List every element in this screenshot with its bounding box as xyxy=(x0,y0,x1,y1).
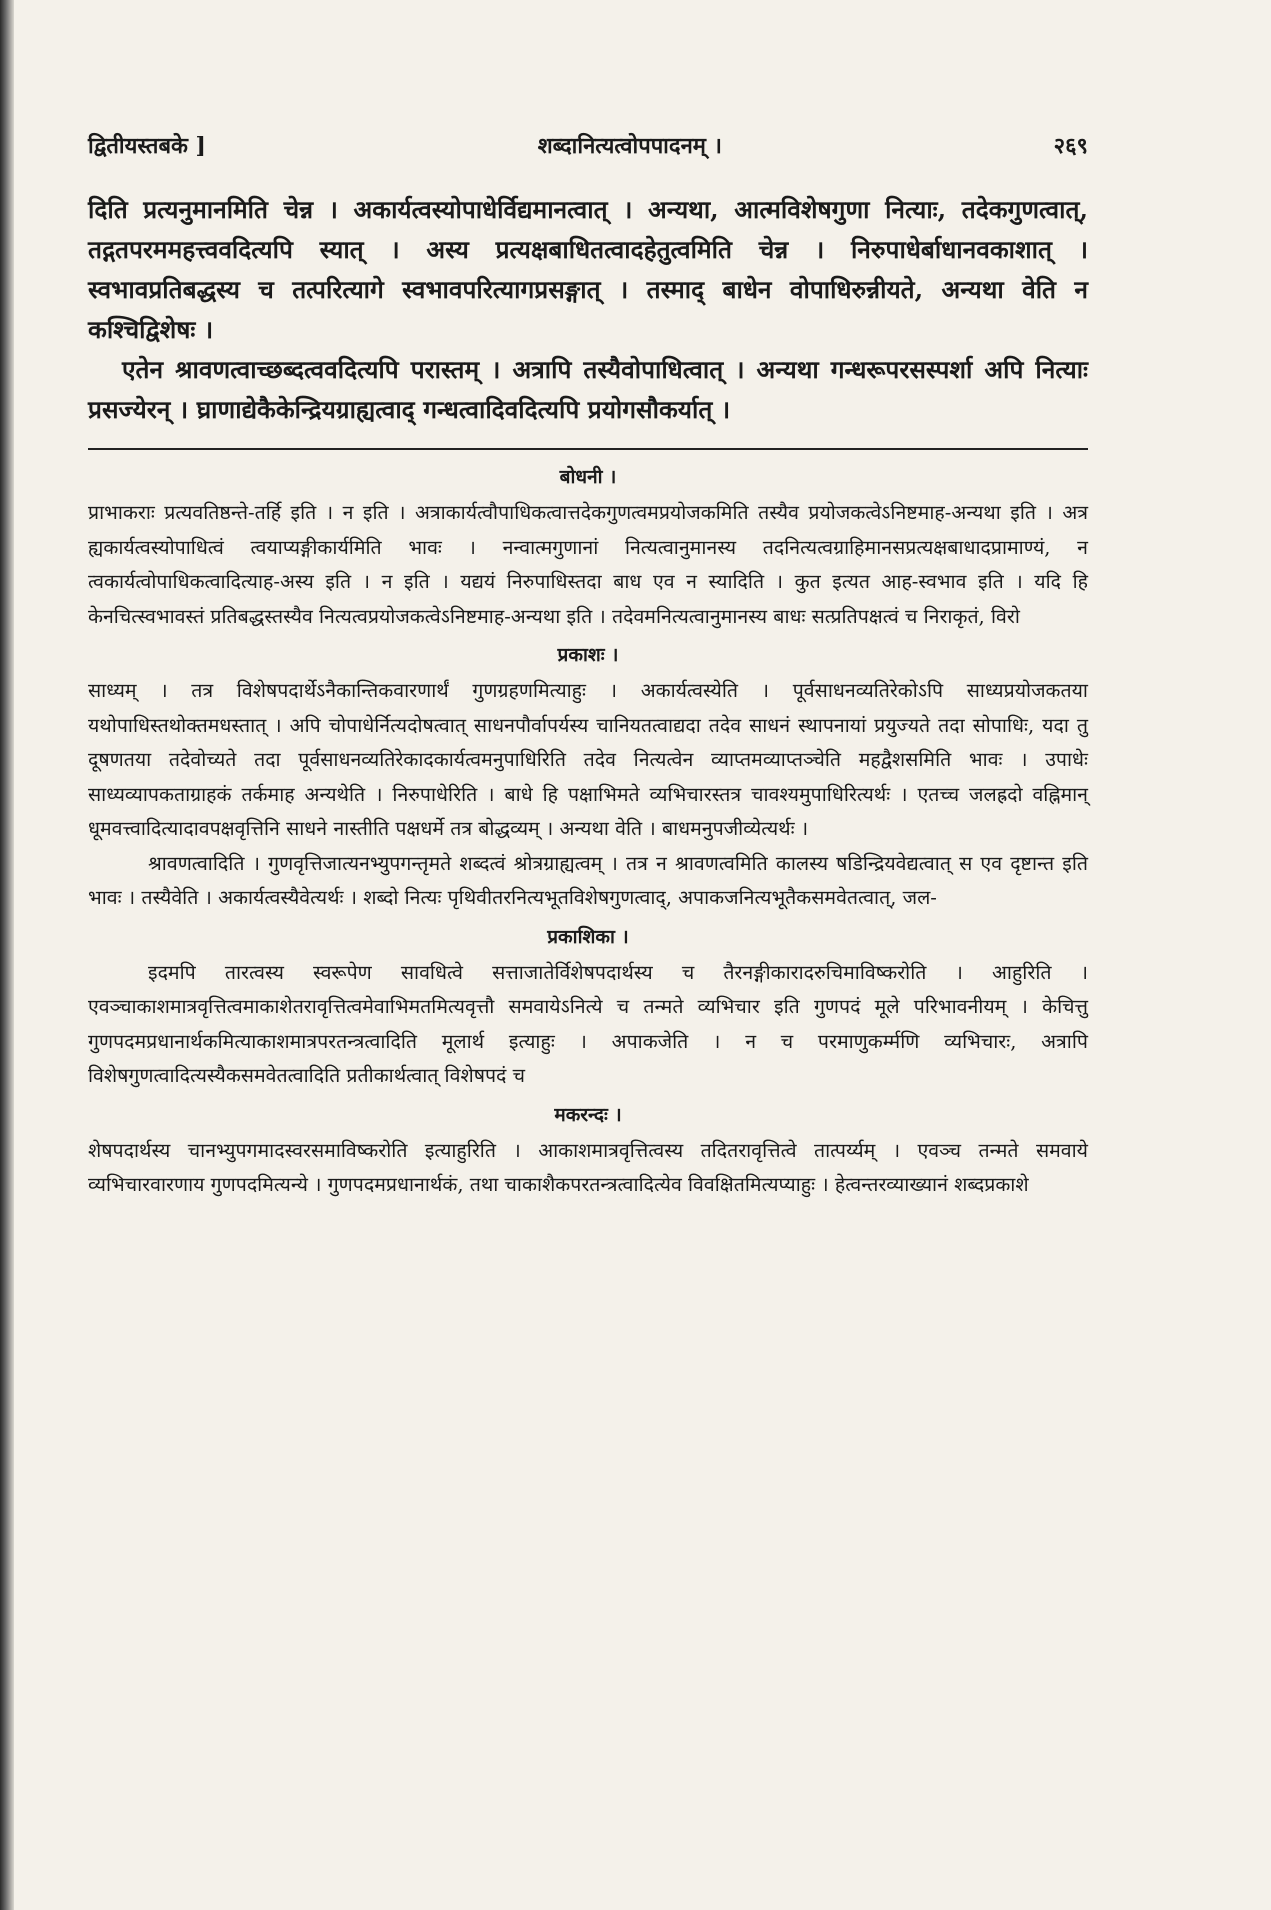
running-header xyxy=(88,130,1088,160)
bodhani-heading: बोधनी । xyxy=(559,466,617,488)
section-label: द्वितीयस्तबके ] xyxy=(88,133,206,159)
commentary-divider xyxy=(88,448,1088,450)
main-text-paragraph-1: दिति प्रत्यनुमानमिति चेन्न । अकार्यत्वस्योपाधेर्विद्यमानत्वात् । अन्यथा, आत्मविशेषगुणा नित्याः, तदेकगुणत्वात्, तद्गतपरममहत्त्ववदित्यपि स्यात् । अस्य प्रत्यक्षबाधितत्वादहेतुत्वमिति चेन्न । निरुपाधेर्बाधानवकाशात् । स्वभावप्रतिबद्धस्य च तत्परित्यागे स्वभावपरित्यागप्रसङ्गात् । तस्माद् बाधेन वोपाधिरुन्नीयते, अन्यथा वेति न कश्चिद्विशेषः । xyxy=(88,195,1088,344)
main-text-paragraph-2: एतेन श्रावणत्वाच्छब्दत्ववदित्यपि परास्तम् । अत्रापि तस्यैवोपाधित्वात् । अन्यथा गन्धरूपरसस्पर्शा अपि नित्याः प्रसज्येरन् । घ्राणाद्येकैकेन्द्रियग्राह्यत्वाद् गन्धत्वादिवदित्यपि प्रयोगसौकर्यात् । xyxy=(88,355,1088,424)
main-text xyxy=(88,190,1088,430)
bodhani-commentary xyxy=(88,496,1088,634)
prakashika-heading: प्रकाशिका । xyxy=(547,925,629,948)
book-page xyxy=(88,130,1088,1203)
prakasha-commentary xyxy=(88,674,1088,916)
makaranda-text: शेषपदार्थस्य चानभ्युपगमादस्वरसमाविष्करोति इत्याहुरिति । आकाशमात्रवृत्तित्वस्य तदितरावृत्तित्वे तात्पर्य्यम् । एवञ्च तन्मते समवाये व्यभिचारवारणाय गुणपदमित्यन्ये । गुणपदमप्रधानार्थकं, तथा चाकाशैकपरतन्त्रत्वादित्येव विवक्षितमित्यप्याहुः । हेत्वन्तरव्याख्यानं शब्दप्रकाशे xyxy=(88,1138,1088,1196)
bodhani-text: प्राभाकराः प्रत्यवतिष्ठन्ते-तर्हि इति । न इति । अत्राकार्यत्वौपाधिकत्वात्तदेकगुणत्वमप्रयोजकमिति तस्यैव प्रयोजकत्वेऽनिष्टमाह-अन्यथा इति । अत्र ह्यकार्यत्वस्योपाधित्वं त्वयाप्यङ्गीकार्यमिति भावः । नन्वात्मगुणानां नित्यत्वानुमानस्य तदनित्यत्वग्राहिमानसप्रत्यक्षबाधादप्रामाण्यं, न त्वकार्यत्वोपाधिकत्वादित्याह-अस्य इति । न इति । यद्ययं निरुपाधिस्तदा बाध एव न स्यादिति । कुत इत्यत आह-स्वभाव इति । यदि हि केनचित्स्वभावस्तं प्रतिबद्धस्तस्यैव नित्यत्वप्रयोजकत्वेऽनिष्टमाह-अन्यथा इति । तदेवमनित्यत्वानुमानस्य बाधः सत्प्रतिपक्षत्वं च निराकृतं, विरो xyxy=(88,501,1088,628)
prakashika-commentary xyxy=(88,956,1088,1094)
prakasha-text-2: श्रावणत्वादिति । गुणवृत्तिजात्यनभ्युपगन्तृमते शब्दत्वं श्रोत्रग्राह्यत्वम् । तत्र न श्रावणत्वमिति कालस्य षडिन्द्रियवेद्यत्वात् स एव दृष्टान्त इति भावः । तस्यैवेति । अकार्यत्वस्यैवेत्यर्थः । शब्दो नित्यः पृथिवीतरनित्यभूतविशेषगुणत्वाद्, अपाकजनित्यभूतैकसमवेतत्वात्, जल- xyxy=(88,851,1088,909)
page-title: शब्दानित्यत्वोपपादनम् । xyxy=(537,133,722,159)
makaranda-commentary xyxy=(88,1134,1088,1203)
prakasha-text: साध्यम् । तत्र विशेषपदार्थेऽनैकान्तिकवारणार्थं गुणग्रहणमित्याहुः । अकार्यत्वस्येति । पूर्वसाधनव्यतिरेकोऽपि साध्यप्रयोजकतया यथोपाधिस्तथोक्तमधस्तात् । अपि चोपाधेर्नित्यदोषत्वात् साधनपौर्वापर्यस्य चानियतत्वाद्यदा तदेव साधनं स्थापनायां प्रयुज्यते तदा सोपाधिः, यदा तु दूषणतया तदेवोच्यते तदा पूर्वसाधनव्यतिरेकादकार्यत्वमनुपाधिरिति तदेव नित्यत्वेन व्याप्तमव्याप्तञ्चेति महद्वैशसमिति भावः । उपाधेः साध्यव्यापकताग्राहकं तर्कमाह अन्यथेति । निरुपाधेरिति । बाधे हि पक्षाभिमते व्यभिचारस्तत्र चावश्यमुपाधिरित्यर्थः । एतच्च जलह्रदो वह्निमान् धूमवत्त्वादित्यादावपक्षवृत्तिनि साधने नास्तीति पक्षधर्मे तत्र बोद्धव्यम् । अन्यथा वेति । बाधमनुपजीव्येत्यर्थः । xyxy=(88,679,1088,840)
book-binding-edge xyxy=(0,0,14,1910)
makaranda-heading: मकरन्दः । xyxy=(554,1103,622,1126)
prakasha-heading: प्रकाशः । xyxy=(557,644,619,666)
page-number: २६९ xyxy=(1053,133,1088,159)
prakashika-text: इदमपि तारत्वस्य स्वरूपेण सावधित्वे सत्ताजातेर्विशेषपदार्थस्य च तैरनङ्गीकारादरुचिमाविष्करोति । आहुरिति । एवञ्चाकाशमात्रवृत्तित्वमाकाशेतरावृत्तित्वमेवाभिमतमित्यवृत्तौ समवायेऽनित्ये च तन्मते व्यभिचार इति गुणपदं मूले परिभावनीयम् । केचित्तु गुणपदमप्रधानार्थकमित्याकाशमात्रपरतन्त्रत्वादिति मूलार्थ इत्याहुः । अपाकजेति । न च परमाणुकर्म्मणि व्यभिचारः, अत्रापि विशेषगुणत्वादित्यस्यैकसमवेतत्वादिति प्रतीकार्थत्वात् विशेषपदं च xyxy=(88,960,1088,1087)
